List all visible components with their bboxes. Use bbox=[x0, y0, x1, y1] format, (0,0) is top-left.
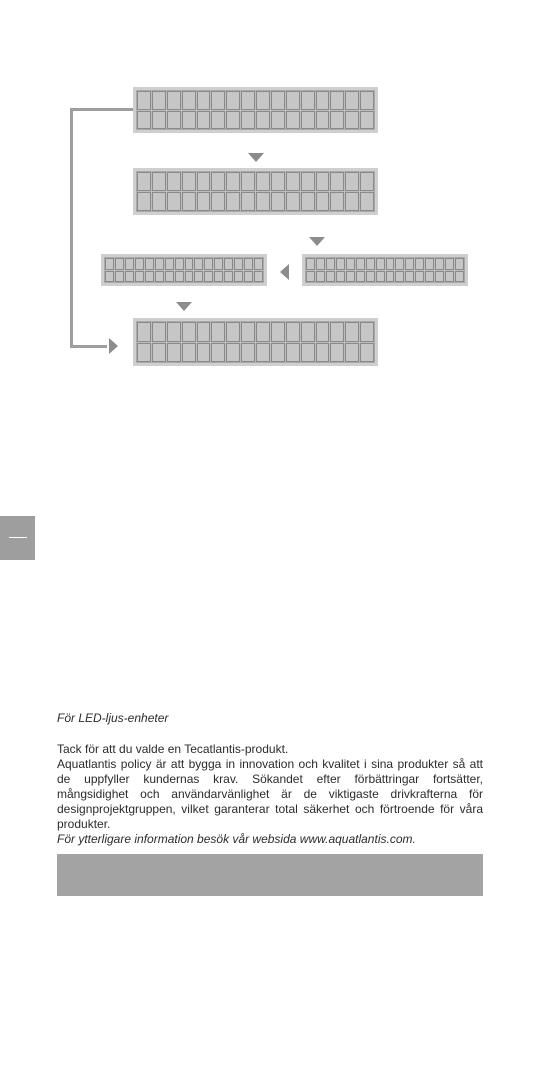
lcd-cell bbox=[376, 271, 385, 283]
lcd-cell bbox=[241, 192, 255, 211]
lcd-cell bbox=[152, 192, 166, 211]
lcd-cell bbox=[135, 258, 144, 270]
lcd-display-2 bbox=[133, 168, 378, 215]
lcd-cell bbox=[360, 111, 374, 130]
lcd-cell bbox=[301, 322, 315, 342]
lcd-cell bbox=[286, 172, 300, 191]
lcd-cell bbox=[415, 271, 424, 283]
side-tab-dash bbox=[9, 537, 27, 538]
lcd-cell bbox=[155, 258, 164, 270]
lcd-cell bbox=[241, 111, 255, 130]
lcd-cell bbox=[137, 192, 151, 211]
lcd-cell bbox=[360, 192, 374, 211]
lcd-cell bbox=[167, 322, 181, 342]
lcd-cell bbox=[214, 271, 223, 283]
lcd-cell bbox=[105, 271, 114, 283]
language-side-tab bbox=[0, 516, 35, 560]
lcd-cell bbox=[182, 172, 196, 191]
lcd-cell bbox=[165, 258, 174, 270]
lcd-cell bbox=[211, 343, 225, 363]
lcd-cell bbox=[271, 343, 285, 363]
lcd-cell bbox=[135, 271, 144, 283]
lcd-cell bbox=[301, 343, 315, 363]
lcd-cell bbox=[155, 271, 164, 283]
lcd-cell bbox=[254, 258, 263, 270]
lcd-cell bbox=[197, 172, 211, 191]
lcd-cell bbox=[226, 91, 240, 110]
lcd-cell bbox=[137, 322, 151, 342]
lcd-cell bbox=[316, 343, 330, 363]
lcd-cell bbox=[244, 271, 253, 283]
lcd-cell bbox=[356, 258, 365, 270]
lcd-cell bbox=[336, 258, 345, 270]
lcd-cell bbox=[360, 91, 374, 110]
arrow-down-icon bbox=[309, 237, 325, 246]
lcd-cell bbox=[386, 271, 395, 283]
lcd-cell bbox=[345, 343, 359, 363]
lcd-cell bbox=[256, 111, 270, 130]
lcd-cell bbox=[271, 111, 285, 130]
section-heading: För LED-ljus-enheter bbox=[57, 711, 169, 725]
lcd-cell bbox=[360, 343, 374, 363]
lcd-cell bbox=[105, 258, 114, 270]
lcd-cell bbox=[125, 258, 134, 270]
lcd-cell bbox=[366, 271, 375, 283]
lcd-cell bbox=[241, 343, 255, 363]
lcd-cell bbox=[425, 258, 434, 270]
lcd-cell bbox=[271, 91, 285, 110]
lcd-cell bbox=[316, 111, 330, 130]
lcd-cell bbox=[395, 258, 404, 270]
lcd-cell bbox=[241, 91, 255, 110]
lcd-cell bbox=[137, 111, 151, 130]
lcd-cell bbox=[182, 322, 196, 342]
lcd-cell bbox=[224, 258, 233, 270]
loop-line-vertical bbox=[70, 108, 73, 348]
lcd-cell bbox=[204, 258, 213, 270]
lcd-cell bbox=[125, 271, 134, 283]
lcd-cell bbox=[197, 91, 211, 110]
lcd-cell bbox=[137, 91, 151, 110]
body-line-1: Tack för att du valde en Tecatlantis-produkt. bbox=[57, 742, 289, 756]
lcd-cell bbox=[185, 271, 194, 283]
lcd-cell bbox=[145, 271, 154, 283]
lcd-cell bbox=[306, 258, 315, 270]
lcd-cell bbox=[152, 322, 166, 342]
lcd-cell bbox=[316, 322, 330, 342]
lcd-cell bbox=[182, 343, 196, 363]
lcd-cell bbox=[197, 343, 211, 363]
lcd-cell bbox=[366, 258, 375, 270]
lcd-cell bbox=[244, 258, 253, 270]
lcd-cell bbox=[271, 322, 285, 342]
lcd-cell bbox=[226, 111, 240, 130]
body-line-2: Aquatlantis policy är att bygga in innovation och kvalitet i sina produkter så att de uppfyller kundernas krav. Sökandet efter förbättringar fortsätter, mångsidighet och användarvänlighet är de viktigaste drivkrafterna för designprojektgruppen, vilket garanterar total säkerhet och förtroende för våra produkter. bbox=[57, 757, 483, 831]
lcd-display-1 bbox=[133, 87, 378, 133]
arrow-down-icon bbox=[176, 302, 192, 311]
lcd-cell bbox=[301, 91, 315, 110]
lcd-cell bbox=[301, 172, 315, 191]
footer-bar bbox=[57, 854, 483, 896]
lcd-cell bbox=[197, 322, 211, 342]
lcd-cell bbox=[197, 192, 211, 211]
lcd-cell bbox=[405, 258, 414, 270]
lcd-display-4 bbox=[133, 318, 378, 366]
lcd-cell bbox=[360, 172, 374, 191]
lcd-cell bbox=[316, 172, 330, 191]
lcd-cell bbox=[167, 172, 181, 191]
lcd-cell bbox=[214, 258, 223, 270]
lcd-cell bbox=[167, 343, 181, 363]
lcd-cell bbox=[234, 271, 243, 283]
lcd-cell bbox=[330, 322, 344, 342]
lcd-cell bbox=[330, 111, 344, 130]
lcd-cell bbox=[167, 192, 181, 211]
lcd-cell bbox=[286, 91, 300, 110]
lcd-cell bbox=[376, 258, 385, 270]
lcd-cell bbox=[286, 343, 300, 363]
lcd-cell bbox=[345, 111, 359, 130]
lcd-cell bbox=[234, 258, 243, 270]
lcd-cell bbox=[316, 192, 330, 211]
lcd-cell bbox=[152, 111, 166, 130]
lcd-cell bbox=[316, 258, 325, 270]
lcd-cell bbox=[137, 343, 151, 363]
lcd-cell bbox=[211, 172, 225, 191]
lcd-cell bbox=[345, 172, 359, 191]
lcd-cell bbox=[356, 271, 365, 283]
lcd-cell bbox=[194, 258, 203, 270]
lcd-cell bbox=[211, 322, 225, 342]
lcd-cell bbox=[415, 258, 424, 270]
lcd-cell bbox=[185, 258, 194, 270]
lcd-cell bbox=[395, 271, 404, 283]
lcd-cell bbox=[226, 322, 240, 342]
lcd-cell bbox=[445, 271, 454, 283]
lcd-cell bbox=[197, 111, 211, 130]
lcd-cell bbox=[306, 271, 315, 283]
lcd-cell bbox=[226, 172, 240, 191]
lcd-cell bbox=[226, 343, 240, 363]
arrow-left-icon bbox=[280, 264, 289, 280]
lcd-cell bbox=[167, 91, 181, 110]
lcd-cell bbox=[256, 91, 270, 110]
lcd-cell bbox=[224, 271, 233, 283]
lcd-cell bbox=[286, 322, 300, 342]
lcd-cell bbox=[301, 192, 315, 211]
lcd-cell bbox=[226, 192, 240, 211]
lcd-cell bbox=[271, 172, 285, 191]
lcd-cell bbox=[167, 111, 181, 130]
lcd-cell bbox=[115, 271, 124, 283]
lcd-cell bbox=[175, 271, 184, 283]
lcd-cell bbox=[330, 343, 344, 363]
lcd-cell bbox=[182, 91, 196, 110]
lcd-cell bbox=[386, 258, 395, 270]
lcd-cell bbox=[256, 322, 270, 342]
lcd-cell bbox=[256, 172, 270, 191]
lcd-cell bbox=[445, 258, 454, 270]
body-line-3: För ytterligare information besök vår websida www.aquatlantis.com. bbox=[57, 832, 416, 846]
lcd-cell bbox=[145, 258, 154, 270]
lcd-cell bbox=[165, 271, 174, 283]
lcd-cell bbox=[211, 91, 225, 110]
lcd-cell bbox=[316, 91, 330, 110]
lcd-cell bbox=[286, 192, 300, 211]
loop-line-top bbox=[70, 108, 133, 111]
lcd-cell bbox=[175, 258, 184, 270]
lcd-cell bbox=[241, 322, 255, 342]
lcd-cell bbox=[194, 271, 203, 283]
lcd-cell bbox=[256, 192, 270, 211]
arrow-right-icon bbox=[109, 338, 118, 354]
body-text bbox=[57, 742, 483, 847]
lcd-cell bbox=[115, 258, 124, 270]
lcd-cell bbox=[211, 192, 225, 211]
lcd-cell bbox=[182, 111, 196, 130]
lcd-cell bbox=[455, 258, 464, 270]
lcd-cell bbox=[326, 271, 335, 283]
lcd-cell bbox=[405, 271, 414, 283]
lcd-cell bbox=[330, 172, 344, 191]
lcd-cell bbox=[345, 192, 359, 211]
lcd-display-3a bbox=[101, 254, 267, 286]
lcd-cell bbox=[435, 271, 444, 283]
lcd-cell bbox=[345, 91, 359, 110]
lcd-cell bbox=[211, 111, 225, 130]
lcd-cell bbox=[455, 271, 464, 283]
lcd-cell bbox=[330, 91, 344, 110]
lcd-cell bbox=[316, 271, 325, 283]
lcd-cell bbox=[256, 343, 270, 363]
lcd-display-3b bbox=[302, 254, 468, 286]
lcd-cell bbox=[435, 258, 444, 270]
lcd-cell bbox=[286, 111, 300, 130]
lcd-cell bbox=[137, 172, 151, 191]
lcd-cell bbox=[301, 111, 315, 130]
lcd-cell bbox=[345, 322, 359, 342]
lcd-cell bbox=[204, 271, 213, 283]
lcd-cell bbox=[360, 322, 374, 342]
lcd-cell bbox=[152, 91, 166, 110]
lcd-cell bbox=[152, 343, 166, 363]
lcd-cell bbox=[330, 192, 344, 211]
lcd-cell bbox=[326, 258, 335, 270]
lcd-cell bbox=[152, 172, 166, 191]
lcd-cell bbox=[346, 271, 355, 283]
lcd-cell bbox=[241, 172, 255, 191]
lcd-cell bbox=[182, 192, 196, 211]
loop-line-bottom bbox=[70, 345, 107, 348]
lcd-cell bbox=[336, 271, 345, 283]
arrow-down-icon bbox=[248, 153, 264, 162]
lcd-cell bbox=[425, 271, 434, 283]
lcd-cell bbox=[254, 271, 263, 283]
lcd-cell bbox=[346, 258, 355, 270]
lcd-cell bbox=[271, 192, 285, 211]
